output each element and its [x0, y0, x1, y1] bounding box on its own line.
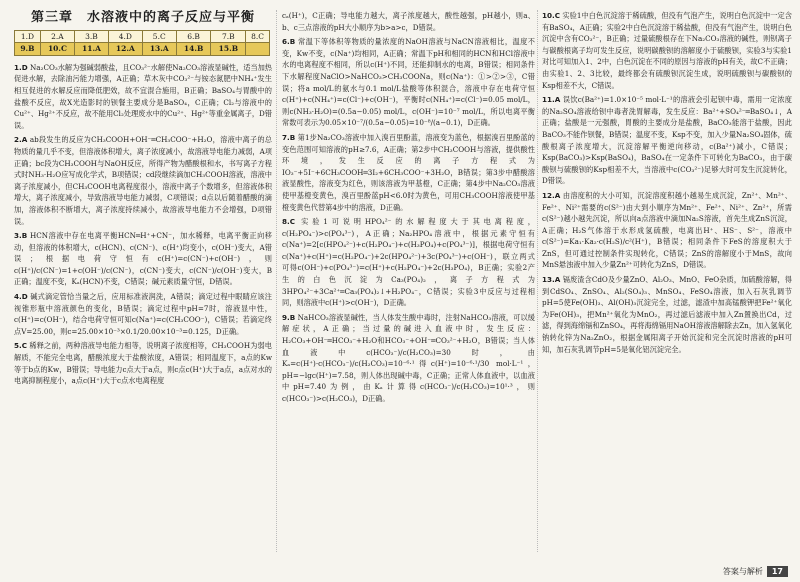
solution-number: 6.B [282, 37, 296, 47]
solution-number: 9.B [282, 312, 296, 322]
solution-text: 常温下等体积等物质的量浓度的NaOH溶液与NaCN溶液相比，温度不变，Kw不变，c(Na⁺)均相同，A正确；常温下pH和相同的HCN和HCl溶液中水的电离程度不相同，所以c(H⁺)不同，还能抑制水的电离，B错误；相同条件下水解程度NaClO>NaHCO₃>CH₃COONa，则c(Na⁺)：①>②>③，C错误；将a mol/L的氨水与0.1 mol/L盐酸等体积混合，溶液中存在电荷守恒c(H⁺)+c(NH₄⁺)=c(Cl⁻)+c(OH⁻)，平衡时c(NH₄⁺)=c(Cl⁻)=0.05 mol/L，则c(NH₃·H₂O)=(0.5a−0.05) mol/L，c(OH⁻)=10⁻⁷ mol/L，所以电离平衡常数可表示为0.05×10⁻⁷/(0.5a−0.05)=10⁻⁸/(a−0.1)，D正确。 [282, 37, 535, 128]
column-right [542, 10, 792, 552]
solution-text: cₐ(H⁺)，C正确；导电能力越大，离子浓度越大，酸性越强，pH越小，则a、b、c三点溶液的pH大小顺序为b>a>c，D错误。 [282, 11, 535, 32]
solution-text: 误饮c(Ba²⁺)=1.0×10⁻⁵ mol·L⁻¹的溶液会引起钡中毒，需用一定浓度的Na₂SO₄溶液给钡中毒者洗胃解毒，发生反应：Ba²⁺+SO₄²⁻═BaSO₄↓，A正确；盐酸是一元强酸，胃酸的主要成分是盐酸，BaCO₃能溶于盐酸，因此BaCO₃不能作钡餐，B错误；温度不变，Ksp不变，加入少量Na₂SO₄固体，硫酸根离子浓度增大，沉淀溶解平衡逆向移动，c(Ba²⁺)减小，C错误；Ksp(BaCO₃)>Ksp(BaSO₄)，BaSO₄在一定条件下可转化为BaCO₃，由于碳酸钡与硫酸钡的Ksp相差不大，当溶液中c(CO₃²⁻)足够大时可发生沉淀转化，D错误。 [542, 95, 792, 186]
solution-item [14, 230, 272, 288]
page-footer [723, 566, 788, 577]
answer-number-cell: 8.C [246, 30, 270, 43]
footer-label: 答案与解析 [722, 567, 763, 576]
answer-value-cell: 14.B [176, 43, 211, 56]
solution-number: 1.D [14, 62, 28, 72]
answer-number-cell: 5.C [142, 30, 176, 43]
chapter-title: 第三章 水溶液中的离子反应与平衡 [30, 10, 255, 25]
solution-item [14, 134, 272, 227]
solution-number: 13.A [542, 275, 561, 285]
solution-number: 4.D [14, 292, 28, 302]
solution-number: 12.A [542, 190, 561, 200]
solution-number: 8.C [282, 217, 296, 227]
page-number: 17 [767, 566, 788, 577]
solution-item [282, 216, 535, 309]
answer-value-cell: 13.A [142, 43, 176, 56]
answer-value-cell: 12.A [108, 43, 142, 56]
answer-number-cell: 1.D [15, 30, 41, 43]
solution-text: 稀释之前，两种溶液导电能力相等，说明离子浓度相等，CH₃COOH为弱电解质，不能完全电离，醋酸浓度大于盐酸浓度，A错误；相同温度下，a点的Kw等于b点的Kw，B错误；导电能力c点大于a点，则c点c(H⁺)大于a点，a点对水的电离抑制程度小，a点c(H⁺)大于c点水电离程度 [14, 341, 272, 386]
solution-number: 7.B [282, 132, 296, 142]
solution-item [14, 340, 272, 386]
column-left [14, 10, 272, 552]
solution-item [282, 36, 535, 129]
column-middle [282, 10, 535, 552]
solution-text: Na₂CO₃水解为强碱弱酸盐，且CO₃²⁻水解使Na₂CO₃溶液显碱性，适当加热促进水解，去除油污能力增强，A正确；草木灰中CO₃²⁻与铵态氮肥中NH₄⁺发生相互促进的水解反应而降低肥效，故不宜混合施用，B正确；BaSO₄与胃酸中的盐酸不反应，故X光造影时的钡餐主要成分是BaSO₄，C正确；Cl₂与溶液中的Cu²⁺、Hg²⁺不反应，故不能用Cl₂处理废水中的Cu²⁺、Hg²⁺等重金属离子，D错误。 [14, 62, 272, 130]
answer-number-cell: 7.B [211, 30, 246, 43]
answer-number-cell: 2.A [40, 30, 74, 43]
answer-value-cell [246, 43, 270, 56]
answer-number-cell: 3.B [75, 30, 109, 43]
solution-text: HCN溶液中存在电离平衡HCN═H⁺+CN⁻，加水稀释，电离平衡正向移动，但溶液的体积增大，c(HCN)、c(CN⁻)、c(H⁺)均变小，c(OH⁻)变大，A错误；根据电荷守恒有c(H⁺)=c(CN⁻)+c(OH⁻)，则c(H⁺)/c(CN⁻)=1+c(OH⁻)/c(CN⁻)，c(CN⁻)变大，c(CN⁻)/c(OH⁻)变大，B正确；温度不变，Kₐ(HCN)不变，C错误；碱元素质量守恒，D错误。 [14, 231, 272, 287]
solution-text: 碱式滴定管恰当量之后，应用标准液润洗，A错误；滴定过程中眼睛应该注视锥形瓶中溶液颜色的变化，B错误；滴定过程中pH=7时，溶液显中性，c(H⁺)=c(OH⁻)，结合电荷守恒可知c(Na⁺)=c(CH₃COO⁻)，C错误；若滴定终点V=25.00，则c=25.00×10⁻³×0.1/20.00×10⁻³=0.125，D正确。 [14, 292, 272, 336]
solution-text: 实验1可说明HPO₄²⁻的水解程度大于其电离程度，c(H₂PO₄⁻)>c(PO₄³⁻)，A正确；Na₂HPO₄溶液中，根据元素守恒有c(Na⁺)=2[c(HPO₄²⁻)+c(H₂PO₄⁻)+c(H₃PO₄)+c(PO₄³⁻)]，根据电荷守恒有c(Na⁺)+c(H⁺)=c(H₂PO₄⁻)+2c(HPO₄²⁻)+3c(PO₄³⁻)+c(OH⁻)，联立两式可得c(OH⁻)+c(PO₄³⁻)=c(H⁺)+c(H₂PO₄⁻)+2c(H₃PO₄)，B正确；实验2产生的白色沉淀为Ca₃(PO₄)₂，离子方程式为3HPO₄²⁻+3Ca²⁺═Ca₃(PO₄)₂↓+H₂PO₄⁻，C错误；实验3中反应与过程相同，则溶液中c(H⁺)>c(OH⁻)，D正确。 [282, 217, 535, 308]
solution-item [542, 274, 792, 355]
solution-item [14, 62, 272, 132]
solution-item [14, 291, 272, 337]
solution-text: 第1步Na₂CO₃溶液中加入溴百里酚蓝，溶液变为蓝色，根据溴百里酚蓝的变色范围可知溶液的pH≥7.6，A正确；第2步中CH₃COOH与溶液，提供酸性环境，发生反应的离子方程式为IO₃⁻+5I⁻+6CH₃COOH═3I₂+6CH₃COO⁻+3H₂O，B错误；第3步中醋酸溶液显酸性，溶液变为红色，则该溶液为甲基橙，C正确；第4步中Na₂CO₃溶液使甲基橙变黄色，溴百里酚蓝pH<6.0时为黄色，可用CH₃COOH溶液使甲基橙变黄色代替第4步中的溶液，D正确。 [282, 132, 535, 212]
solution-text: 由溶度积的大小可知，沉淀溶度积越小越易生成沉淀，Zn²⁺、Mn²⁺、Fe²⁺、Ni²⁺需要的c(S²⁻)由大到小顺序为Mn²⁺、Fe²⁺、Ni²⁺、Zn²⁺，所需c(S²⁻)越小越先沉淀，所以向a点溶液中滴加Na₂S溶液，首先生成ZnS沉淀，A正确；H₂S气体溶于水形成氢硫酸，电离出H⁺、HS⁻、S²⁻，溶液中c(S²⁻)=Ka₁·Ka₂·c(H₂S)/c²(H⁺)，B错误；相同条件下FeS的溶度积大于ZnS，但可通过控制条件实现转化，C错误；ZnS的溶解度小于MnS，故向MnS悬浊液中加入少量Zn²⁺可转化为ZnS，D错误。 [542, 190, 792, 270]
column-divider [537, 10, 538, 552]
answer-value-cell: 11.A [75, 43, 109, 56]
solution-text: 实验1中白色沉淀溶于稀硫酸，但没有气泡产生，说明白色沉淀中一定含有BaSO₄，A正确；实验2中白色沉淀溶于稀盐酸，但没有气泡产生，说明白色沉淀中含有CO₃²⁻，B正确；过量硫酸根存在下Na₂CO₃溶液的碱性，则钡离子与碳酸根离子均可发生反应，说明碳酸钡的溶解度小于硫酸钡，实验3与实验1对比可知加入1、2中，白色沉淀在不同的原因与溶液的pH有关，故C不正确；由实验1、2、3比较，最终都会有硫酸钡沉淀生成，说明硫酸钡与碳酸钡的Ksp相差不大，C错误。 [542, 11, 792, 90]
column-divider [276, 10, 277, 552]
solution-number: 3.B [14, 231, 28, 241]
solution-item [542, 190, 792, 271]
solution-text: NaHCO₃溶液显碱性，当人体发生酸中毒时，注射NaHCO₃溶液，可以缓解症状，A正确；当过量的碱进入血液中时，发生反应：H₂CO₃+OH⁻═HCO₃⁻+H₂O和HCO₃⁻+OH⁻═CO₃²⁻+H₂O，B错误；当人体血液中c(HCO₃⁻)/c(H₂CO₃)=30时，由Kₐ=c(H⁺)·c(HCO₃⁻)/c(H₂CO₃)=10⁻⁶·¹得c(H⁺)=10⁻⁶·¹/30 mol·L⁻¹，pH=−lgc(H⁺)=7.58，则人体出现碱中毒，C正确；正常人体血液中，以血液中pH=7.40为例，由Kₐ计算得c(HCO₃⁻)/c(H₂CO₃)=10¹·³，则c(HCO₃⁻)>c(H₂CO₃)，D正确。 [282, 312, 535, 403]
solution-item [282, 10, 535, 33]
solution-text: ab段发生的反应为CH₃COOH+OH⁻═CH₃COO⁻+H₂O，溶液中离子的总物质的量几乎不变，但溶液体积增大，离子浓度减小，故溶液导电能力减弱，A项正确；bc段为CH₃COOH与NaOH反应，所得产物为醋酸根和水，书写离子方程式时NH₃·H₂O应写成化学式，B项错误；cd段继续滴加CH₃COOH溶液，溶液中离子浓度减小，但CH₃COOH电离程度很小，溶液中离子个数增多，但溶液体积增大，离子浓度减小，导致溶液导电能力减弱，C项错误；d点以后随着醋酸的滴加，溶液体积不断增大，离子浓度持续减小，故溶液导电能力不会增强，D项错误。 [14, 135, 272, 226]
answer-value-cell: 9.B [15, 43, 41, 56]
solution-text: 镉废渣含CdO及少量ZnO、Al₂O₃、MnO、FeO杂质，加硫酸溶解，得到CdSO₄、ZnSO₄、Al₂(SO₄)₃、MnSO₄、FeSO₄溶液，加入石灰乳调节pH=5使Fe(OH)₃、Al(OH)₃沉淀完全，过滤，滤渣中加高锰酸钾把Fe²⁺氧化为Fe(OH)₃，把Mn²⁺氧化为MnO₂，再过滤后滤液中加入Zn置换出Cd，过滤，得到海绵镉和ZnSO₄，再将海绵镉用NaOH溶液溶解除去Zn，加入氢氧化钠转化锌为Na₂ZnO₂，根据金属阳离子开始沉淀和完全沉淀时溶液的pH可知，加石灰乳调节pH=5是氧化铝沉淀完全。 [542, 275, 792, 354]
solution-item [282, 312, 535, 405]
answer-value-cell: 10.C [40, 43, 74, 56]
solution-item [542, 10, 792, 91]
answer-value-cell: 15.B [211, 43, 246, 56]
solution-number: 11.A [542, 95, 561, 105]
solution-number: 10.C [542, 11, 561, 20]
solution-item [542, 94, 792, 187]
answer-number-cell: 4.D [108, 30, 142, 43]
solution-item [282, 132, 535, 213]
answer-number-cell: 6.B [176, 30, 211, 43]
solution-number: 2.A [14, 135, 28, 145]
solution-number: 5.C [14, 341, 28, 351]
answer-key-table [14, 30, 270, 56]
